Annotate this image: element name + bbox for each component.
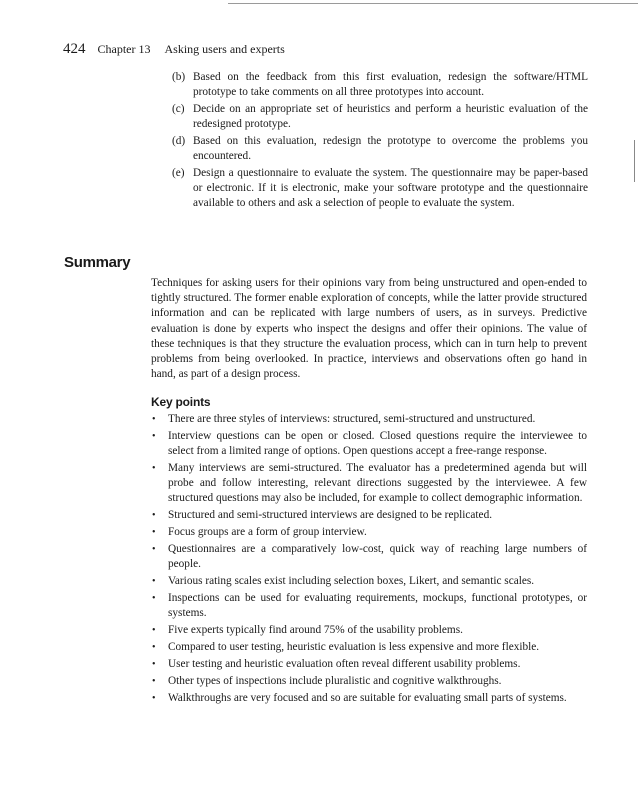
key-point-item — [151, 461, 587, 506]
key-point-item — [151, 591, 587, 621]
bullet-icon: • — [152, 527, 156, 538]
key-point-item — [151, 574, 587, 589]
chapter-title: Asking users and experts — [164, 42, 285, 56]
bullet-icon: • — [152, 414, 156, 425]
exercise-text: Design a questionnaire to evaluate the system. The questionnaire may be paper-based or electronic. If it is electronic, make your software prototype and the questionnaire available to others and ask a selection of people to evaluate the system. — [193, 167, 588, 209]
key-point-text: Interview questions can be open or closed. Closed questions require the interviewee to select from a limited range of options. Open questions accept a free-range response. — [168, 430, 587, 457]
exercise-marker: (d) — [172, 135, 186, 147]
exercise-item — [172, 134, 588, 164]
bullet-icon: • — [152, 676, 156, 687]
summary-heading: Summary — [64, 254, 131, 271]
bullet-icon: • — [152, 642, 156, 653]
key-point-item — [151, 640, 587, 655]
key-point-item — [151, 429, 587, 459]
key-points-list — [151, 412, 587, 708]
summary-paragraph: Techniques for asking users for their opinions vary from being unstructured and open-ended to tightly structured. The former enable exploration of concepts, while the latter provide structured information and can be replicated with large numbers of users, as in surveys. Predictive evaluation is done by experts who inspect the designs and offer their opinions. The value of these techniques is that they structure the evaluation process, which can in turn help to prevent problems from being overlooked. In practice, interviews and observations often go hand in hand, as part of a design process. — [151, 277, 587, 381]
exercise-item — [172, 102, 588, 132]
bullet-icon: • — [152, 659, 156, 670]
key-point-text: Focus groups are a form of group interview. — [168, 526, 367, 538]
key-point-text: Five experts typically find around 75% of the usability problems. — [168, 624, 463, 636]
key-point-item — [151, 674, 587, 689]
exercise-item — [172, 166, 588, 211]
top-rule — [228, 3, 638, 4]
key-point-text: Walkthroughs are very focused and so are suitable for evaluating small parts of systems. — [168, 692, 567, 704]
key-point-item — [151, 623, 587, 638]
exercise-text: Based on this evaluation, redesign the prototype to overcome the problems you encountered. — [193, 135, 588, 162]
key-point-text: Compared to user testing, heuristic evaluation is less expensive and more flexible. — [168, 641, 540, 653]
running-header — [63, 40, 285, 58]
bullet-icon: • — [152, 625, 156, 636]
margin-mark — [634, 140, 635, 182]
page-number: 424 — [63, 41, 86, 57]
bullet-icon: • — [152, 431, 156, 442]
bullet-icon: • — [152, 510, 156, 521]
exercise-marker: (c) — [172, 103, 185, 115]
key-point-text: User testing and heuristic evaluation often reveal different usability problems. — [168, 658, 521, 670]
key-point-item — [151, 542, 587, 572]
bullet-icon: • — [152, 576, 156, 587]
bullet-icon: • — [152, 463, 156, 474]
key-point-text: Various rating scales exist including selection boxes, Likert, and semantic scales. — [168, 575, 535, 587]
key-point-text: Questionnaires are a comparatively low-cost, quick way of reaching large numbers of people. — [168, 543, 587, 570]
key-point-text: Other types of inspections include pluralistic and cognitive walkthroughs. — [168, 675, 502, 687]
exercise-text: Decide on an appropriate set of heuristics and perform a heuristic evaluation of the redesigned prototype. — [193, 103, 588, 130]
exercise-marker: (b) — [172, 71, 186, 83]
key-points-heading: Key points — [151, 395, 211, 409]
key-point-item — [151, 412, 587, 427]
key-point-text: There are three styles of interviews: structured, semi-structured and unstructured. — [168, 413, 536, 425]
bullet-icon: • — [152, 693, 156, 704]
key-point-item — [151, 657, 587, 672]
key-point-item — [151, 691, 587, 706]
bullet-icon: • — [152, 593, 156, 604]
bullet-icon: • — [152, 544, 156, 555]
key-point-item — [151, 525, 587, 540]
exercise-marker: (e) — [172, 167, 185, 179]
chapter-label: Chapter 13 — [97, 42, 151, 56]
exercise-item — [172, 70, 588, 100]
exercise-text: Based on the feedback from this first evaluation, redesign the software/HTML prototype to take comments on all three prototypes into account. — [193, 71, 588, 98]
key-point-text: Inspections can be used for evaluating requirements, mockups, functional prototypes, or systems. — [168, 592, 587, 619]
key-point-text: Many interviews are semi-structured. The evaluator has a predetermined agenda but will probe and follow interesting, relevant directions suggested by the interviewee. A few structured questions may also be included, for example to collect demographic information. — [168, 462, 587, 504]
exercise-list — [172, 70, 588, 213]
key-point-text: Structured and semi-structured interviews are designed to be replicated. — [168, 509, 493, 521]
key-point-item — [151, 508, 587, 523]
